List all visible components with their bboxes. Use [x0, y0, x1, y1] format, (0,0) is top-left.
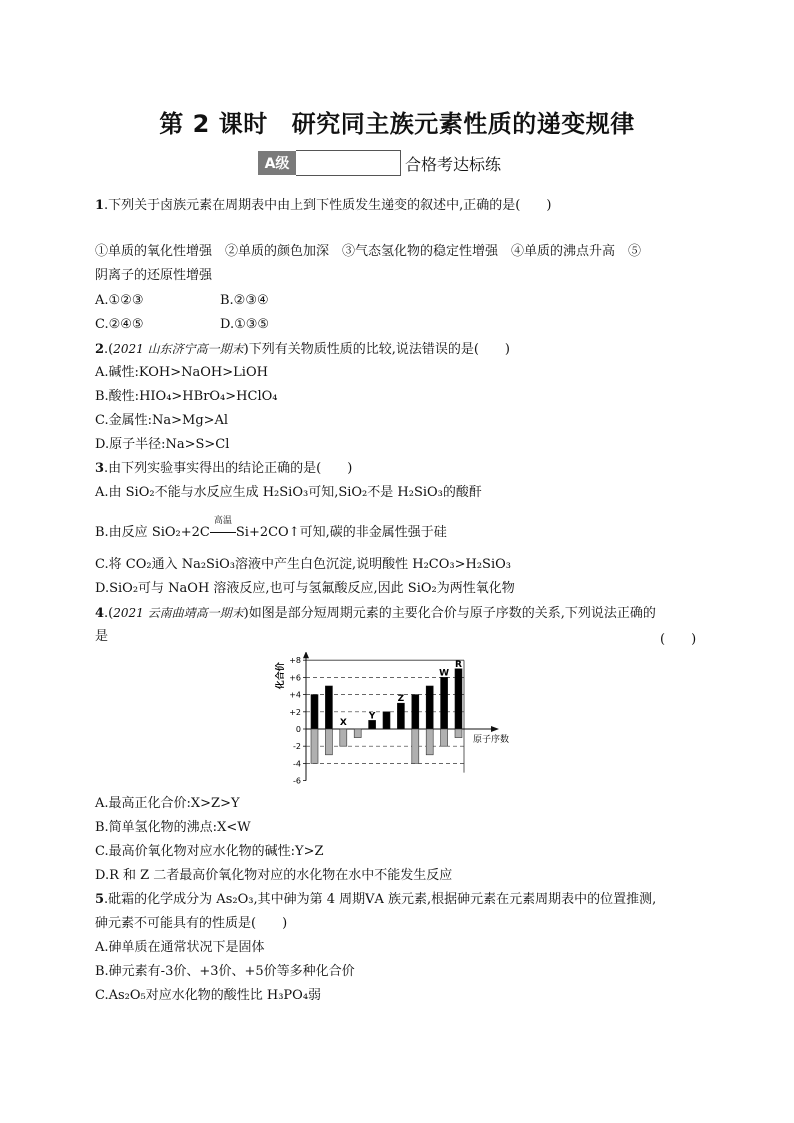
q5-option-a: A.砷单质在通常状况下是固体 — [95, 940, 265, 955]
q1-option-d: D.①③⑤ — [220, 317, 270, 332]
positive-valence-bar — [455, 669, 462, 729]
negative-valence-bar — [354, 729, 361, 738]
level-badge: A级 — [258, 151, 296, 175]
q4-stem: 4.(2021 云南曲靖高一期末)如图是部分短周期元素的主要化合价与原子序数的关系,下列说法正确的 — [95, 606, 656, 621]
q3-stem: 3.由下列实验事实得出的结论正确的是( ) — [95, 461, 353, 476]
q1-option-c: C.②④⑤ — [95, 317, 144, 332]
q1-option-b: B.②③④ — [220, 293, 269, 308]
q5-option-c: C.As₂O₅对应水化物的酸性比 H₃PO₄弱 — [95, 988, 322, 1003]
y-tick-label: +4 — [289, 690, 301, 700]
negative-valence-bar — [340, 729, 347, 746]
positive-valence-bar — [369, 720, 376, 729]
q4-option-d: D.R 和 Z 二者最高价氧化物对应的水化物在水中不能发生反应 — [95, 868, 453, 883]
negative-valence-bar — [325, 729, 332, 755]
positive-valence-bar — [383, 712, 390, 729]
level-blank-box — [296, 150, 401, 176]
y-tick-label: 0 — [295, 725, 301, 734]
q3-option-a: A.由 SiO₂不能与水反应生成 H₂SiO₃可知,SiO₂不是 H₂SiO₃的酸酐 — [95, 485, 482, 500]
reaction-arrow: 高温 — [210, 524, 236, 542]
q2-option-c: C.金属性:Na>Mg>Al — [95, 413, 229, 428]
y-tick-label: -4 — [293, 759, 301, 769]
level-label: 合格考达标练 — [405, 154, 502, 174]
y-tick-label: -2 — [293, 742, 301, 752]
q2-option-b: B.酸性:HIO₄>HBrO₄>HClO₄ — [95, 389, 278, 404]
y-axis-arrow — [303, 652, 309, 658]
positive-valence-bar — [412, 695, 419, 729]
element-label: R — [455, 659, 462, 670]
q1-list-line2: 阴离子的还原性增强 — [95, 268, 213, 283]
positive-valence-bar — [311, 695, 318, 729]
lesson-number: 第 2 课时 — [159, 110, 268, 138]
negative-valence-bar — [455, 729, 462, 738]
y-tick-label: +2 — [289, 707, 301, 717]
q5-stem: 5.砒霜的化学成分为 As₂O₃,其中砷为第 4 周期ⅤA 族元素,根据砷元素在元素周期表中的位置推测, — [95, 892, 657, 907]
q1-option-a: A.①②③ — [95, 293, 144, 308]
q3-option-c: C.将 CO₂通入 Na₂SiO₃溶液中产生白色沉淀,说明酸性 H₂CO₃>H₂SiO₃ — [95, 557, 511, 572]
q5-option-b: B.砷元素有-3价、+3价、+5价等多种化合价 — [95, 964, 355, 979]
level-header — [258, 150, 501, 176]
q3-option-b: B.由反应 SiO₂+2C 高温 Si+2CO↑可知,碳的非金属性强于硅 — [95, 516, 447, 540]
negative-valence-bar — [441, 729, 448, 746]
negative-valence-bar — [426, 729, 433, 755]
q5-stem-cont: 砷元素不可能具有的性质是( ) — [95, 916, 288, 931]
positive-valence-bar — [325, 686, 332, 729]
q2-option-d: D.原子半径:Na>S>Cl — [95, 437, 230, 452]
positive-valence-bar — [441, 677, 448, 729]
y-tick-label: +6 — [289, 673, 301, 683]
element-label: Y — [368, 711, 376, 722]
y-axis-label: 化合价 — [276, 662, 286, 690]
element-label: W — [439, 668, 450, 679]
q1-stem: 1.下列关于卤族元素在周期表中由上到下性质发生递变的叙述中,正确的是( ) — [95, 198, 552, 213]
q4-stem-cont: 是 — [95, 629, 109, 644]
q1-list-line1: ①单质的氧化性增强 ②单质的颜色加深 ③气态氢化物的稳定性增强 ④单质的沸点升高 ⑤ — [95, 244, 642, 259]
q3-option-d: D.SiO₂可与 NaOH 溶液反应,也可与氢氟酸反应,因此 SiO₂为两性氧化物 — [95, 581, 515, 596]
element-label: X — [339, 718, 347, 728]
positive-valence-bar — [426, 686, 433, 729]
lesson-topic: 研究同主族元素性质的递变规律 — [291, 110, 635, 138]
x-axis-label: 原子序数 — [473, 735, 510, 745]
y-tick-label: +8 — [289, 656, 301, 666]
q4-answer-paren: ( ) — [660, 632, 697, 647]
x-axis-arrow — [491, 726, 499, 732]
q4-option-b: B.简单氢化物的沸点:X<W — [95, 820, 251, 835]
element-label: Z — [397, 694, 405, 705]
negative-valence-bar — [311, 729, 318, 763]
q2-stem: 2.(2021 山东济宁高一期末)下列有关物质性质的比较,说法错误的是( ) — [95, 342, 510, 357]
y-tick-label: -6 — [293, 776, 301, 786]
q4-option-c: C.最高价氧化物对应水化物的碱性:Y>Z — [95, 844, 324, 859]
q4-option-a: A.最高正化合价:X>Z>Y — [95, 796, 240, 811]
negative-valence-bar — [412, 729, 419, 763]
page-title — [0, 104, 794, 139]
q2-option-a: A.碱性:KOH>NaOH>LiOH — [95, 365, 268, 380]
positive-valence-bar — [397, 703, 404, 729]
valence-chart — [270, 652, 530, 788]
